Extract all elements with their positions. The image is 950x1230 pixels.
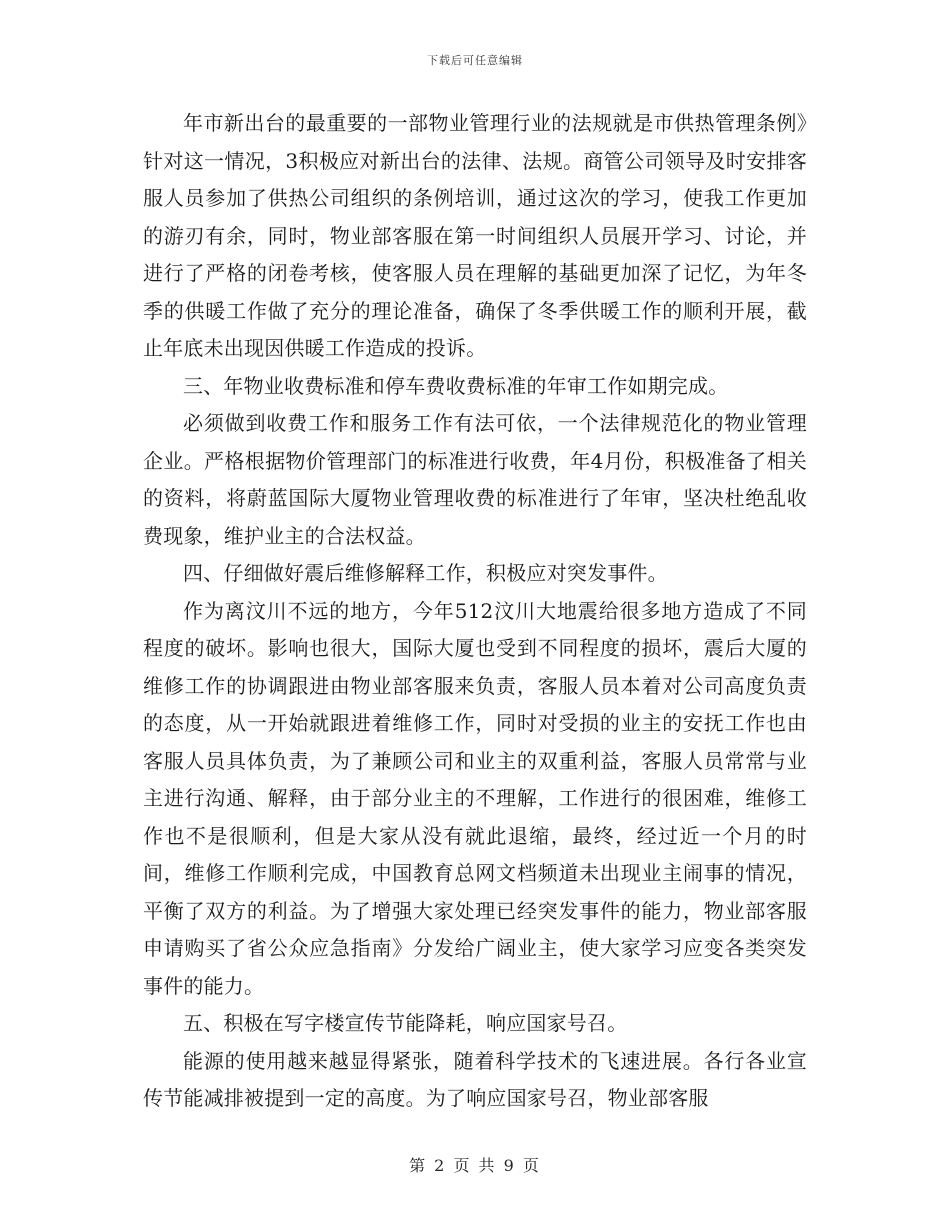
- section-heading-5: 五、积极在写字楼宣传节能降耗，响应国家号召。: [183, 1011, 628, 1035]
- paragraph-energy-saving: 能源的使用越来越显得紧张，随着科学技术的飞速进展。各行各业宣传节能减排被提到一定的高度。为了响应国家号召，物业部客服: [143, 1048, 807, 1110]
- paragraph-fee-standards: 必须做到收费工作和服务工作有法可依，一个法律规范化的物业管理企业。严格根据物价管理部门的标准进行收费，年4月份，积极准备了相关的资料，将蔚蓝国际大厦物业管理收费的标准进行了年审，坚决杜绝乱收费现象，维护业主的合法权益。: [143, 411, 807, 548]
- paragraph-heating-regulation: 年市新出台的最重要的一部物业管理行业的法规就是市供热管理条例》针对这一情况，3积极应对新出台的法律、法规。商管公司领导及时安排客服人员参加了供热公司组织的条例培训，通过这次的学习，使我工作更加的游刃有余，同时，物业部客服在第一时间组织人员展开学习、讨论，并进行了严格的闭卷考核，使客服人员在理解的基础更加深了记忆，为年冬季的供暖工作做了充分的理论准备，确保了冬季供暖工作的顺利开展，截止年底未出现因供暖工作造成的投诉。: [143, 111, 807, 360]
- page-number-footer: 第 2 页 共 9 页: [409, 1156, 541, 1175]
- page-header: 下载后可任意编辑: [427, 54, 523, 67]
- section-heading-3: 三、年物业收费标准和停车费收费标准的年审工作如期完成。: [183, 373, 729, 398]
- paragraph-earthquake-repair: 作为离汶川不远的地方，今年512汶川大地震给很多地方造成了不同程度的破坏。影响也很大，国际大厦也受到不同程度的损坏，震后大厦的维修工作的协调跟进由物业部客服来负责，客服人员本着对公司高度负责的态度，从一开始就跟进着维修工作，同时对受损的业主的安抚工作也由客服人员具体负责，为了兼顾公司和业主的双重利益，客服人员常常与业主进行沟通、解释，由于部分业主的不理解，工作进行的很困难，维修工作也不是很顺利，但是大家从没有就此退缩，最终，经过近一个月的时间，维修工作顺利完成，中国教育总网文档频道未出现业主闹事的情况，平衡了双方的利益。为了增强大家处理已经突发事件的能力，物业部客服申请购买了省公众应急指南》分发给广阔业主，使大家学习应变各类突发事件的能力。: [143, 598, 807, 998]
- document-body: [143, 105, 807, 1118]
- section-heading-4: 四、仔细做好震后维修解释工作，积极应对突发事件。: [183, 561, 668, 585]
